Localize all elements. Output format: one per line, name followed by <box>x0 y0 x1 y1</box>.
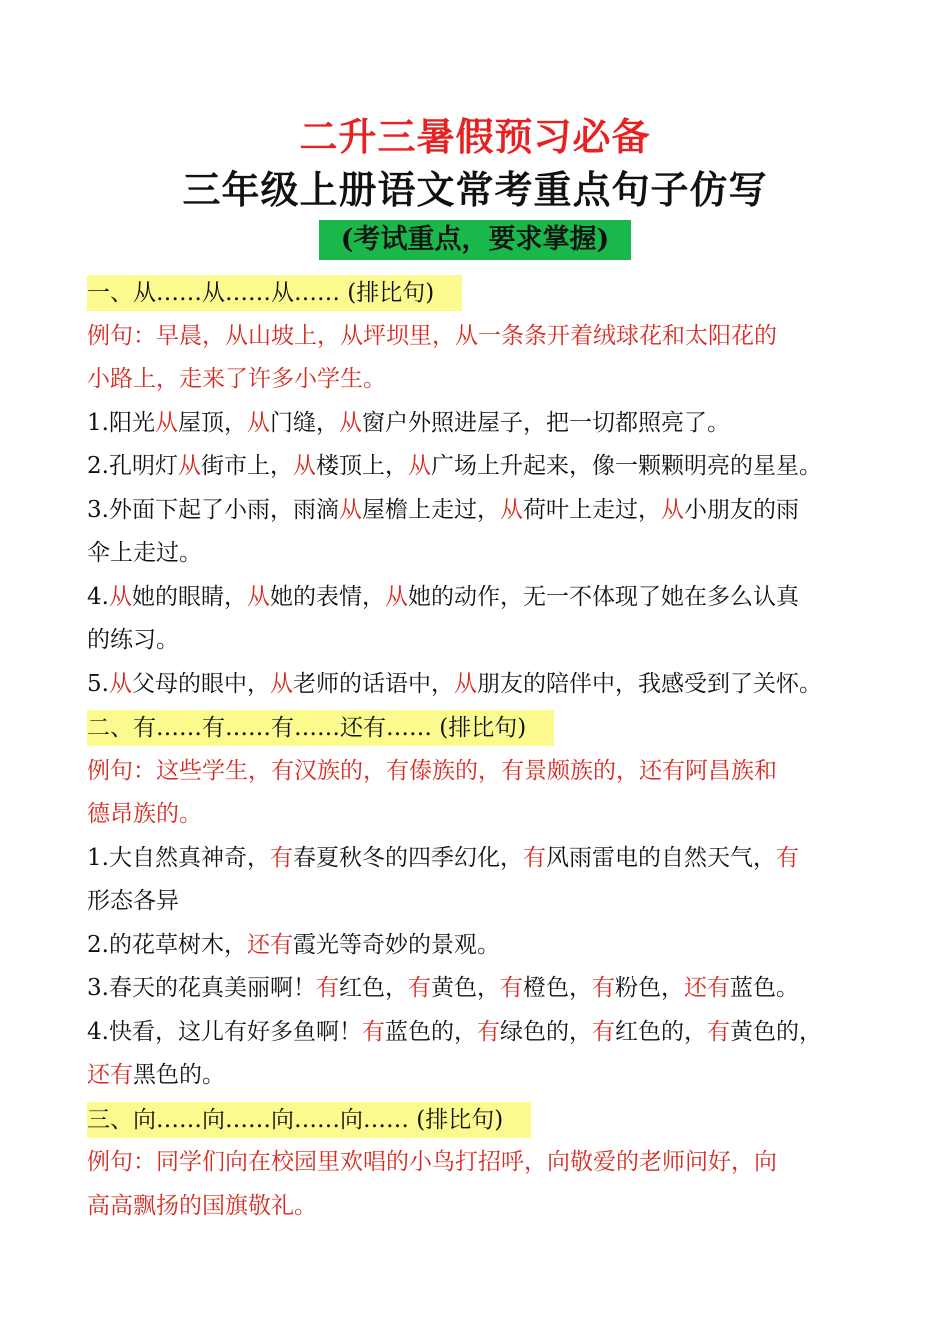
text-segment: 5. <box>87 670 109 697</box>
highlighted-word: 有 <box>591 1018 615 1045</box>
text-line <box>87 967 877 1011</box>
highlighted-word: 高高飘扬的国旗敬礼。 <box>87 1192 317 1219</box>
text-segment: 屋顶， <box>177 409 247 436</box>
text-segment: 她的动作，无一不体现了她在多么认真 <box>407 583 799 610</box>
example-sentence-line <box>87 358 877 402</box>
highlighted-word: 有 <box>499 975 523 1001</box>
text-line <box>87 1054 877 1098</box>
highlighted-word: 小路上，走来了许多小学生。 <box>87 366 386 392</box>
text-segment: 红色， <box>338 975 408 1001</box>
highlighted-word: 例句：同学们向在校园里欢唱的小鸟打招呼，向敬爱的老师问好，向 <box>87 1149 777 1175</box>
highlighted-word: 有 <box>476 1018 500 1045</box>
text-segment: 蓝色。 <box>729 975 799 1001</box>
text-segment: 广场上升起来，像一颗颗明亮的星星。 <box>430 453 822 479</box>
highlighted-word: 有 <box>775 844 799 871</box>
highlighted-word: 从 <box>154 409 178 436</box>
example-sentence-line <box>87 793 877 837</box>
text-segment: 3.春天的花真美丽啊！ <box>87 975 316 1001</box>
example-sentence-line <box>87 315 877 359</box>
text-segment: 3.外面下起了小雨，雨滴 <box>87 496 339 523</box>
text-line <box>87 1011 877 1055</box>
highlighted-word: 有 <box>269 844 293 871</box>
highlighted-word: 有 <box>591 975 615 1001</box>
text-segment: 屋檐上走过， <box>361 496 500 523</box>
highlighted-word: 从 <box>177 453 201 479</box>
highlighted-word: 从 <box>660 496 684 523</box>
highlighted-word: 从 <box>453 670 477 697</box>
badge-wrap <box>0 220 950 260</box>
section-heading-line <box>87 1098 877 1142</box>
text-line <box>87 663 877 707</box>
section-heading <box>87 275 462 311</box>
highlighted-word: 从 <box>246 583 270 610</box>
highlighted-word: 从 <box>108 583 132 610</box>
document-body <box>87 271 877 1228</box>
text-segment: 1.大自然真神奇， <box>87 844 270 871</box>
section-heading-line <box>87 271 877 315</box>
text-segment: 黄色的， <box>729 1018 822 1045</box>
key-point-badge: (考试重点，要求掌握) <box>319 220 632 260</box>
text-segment: 伞上走过。 <box>87 540 202 566</box>
highlighted-word: 还有 <box>683 975 730 1001</box>
text-segment: 街市上， <box>200 453 293 479</box>
highlighted-word: 从 <box>338 409 362 436</box>
text-segment: 1.阳光 <box>87 409 155 436</box>
highlighted-word: 从 <box>246 409 270 436</box>
example-sentence-line <box>87 750 877 794</box>
highlighted-word: 从 <box>499 496 523 523</box>
example-sentence-line <box>87 1141 877 1185</box>
text-segment: 2.孔明灯 <box>87 453 178 479</box>
highlighted-word: 有 <box>315 975 339 1001</box>
text-segment: 黑色的。 <box>133 1062 225 1088</box>
text-segment: 黄色， <box>430 975 500 1001</box>
text-line <box>87 880 877 924</box>
text-segment: 4.快看，这儿有好多鱼啊！ <box>87 1018 362 1045</box>
text-line <box>87 445 877 489</box>
text-segment: 蓝色的， <box>384 1018 477 1045</box>
highlighted-word: 从 <box>269 670 293 697</box>
text-segment: 楼顶上， <box>315 453 408 479</box>
text-line <box>87 532 877 576</box>
text-segment: 春夏秋冬的四季幻化， <box>292 844 523 871</box>
text-segment: 的练习。 <box>87 627 179 653</box>
text-segment: 2.的花草树木， <box>87 931 247 958</box>
text-line <box>87 576 877 620</box>
text-segment: 窗户外照进屋子，把一切都照亮了。 <box>361 409 730 436</box>
text-segment: 她的表情， <box>269 583 385 610</box>
section-heading <box>87 1102 531 1138</box>
highlighted-word: 例句：这些学生，有汉族的，有傣族的，有景颇族的，还有阿昌族和 <box>87 757 777 784</box>
highlighted-word: 有 <box>407 975 431 1001</box>
highlighted-word: 有 <box>706 1018 730 1045</box>
text-segment: 父母的眼中， <box>131 670 270 697</box>
highlighted-word: 德昂族的。 <box>87 801 202 827</box>
highlighted-word: 从 <box>108 670 132 697</box>
text-segment: 门缝， <box>269 409 339 436</box>
section-heading <box>87 710 554 746</box>
text-line <box>87 619 877 663</box>
text-line <box>87 924 877 968</box>
highlighted-word: 有 <box>361 1018 385 1045</box>
highlighted-word: 从 <box>338 496 362 523</box>
text-segment: 霞光等奇妙的景观。 <box>292 931 500 958</box>
text-segment: 荷叶上走过， <box>522 496 661 523</box>
highlighted-word: 有 <box>522 844 546 871</box>
highlighted-word: 还有 <box>246 931 293 958</box>
text-segment: 三、向……向……向……向…… (排比句) <box>87 1106 504 1133</box>
text-segment: 绿色的， <box>499 1018 592 1045</box>
text-segment: 4. <box>87 583 109 610</box>
text-segment: 粉色， <box>614 975 684 1001</box>
text-line <box>87 489 877 533</box>
text-segment: 二、有……有……有……还有…… (排比句) <box>87 715 527 741</box>
text-segment: 风雨雷电的自然天气， <box>545 844 776 871</box>
text-segment: 一、从……从……从…… (排比句) <box>87 280 435 306</box>
highlighted-word: 从 <box>292 453 316 479</box>
text-segment: 橙色， <box>522 975 592 1001</box>
page-title: 二升三暑假预习必备 <box>299 114 651 159</box>
text-segment: 老师的话语中， <box>292 670 454 697</box>
example-sentence-line <box>87 1185 877 1229</box>
highlighted-word: 例句：早晨，从山坡上，从坪坝里，从一条条开着绒球花和太阳花的 <box>87 322 777 349</box>
text-segment: 朋友的陪伴中，我感受到了关怀。 <box>476 670 822 697</box>
page-subtitle: 三年级上册语文常考重点句子仿写 <box>182 167 768 212</box>
highlighted-word: 从 <box>407 453 431 479</box>
section-heading-line <box>87 706 877 750</box>
text-line <box>87 837 877 881</box>
text-segment: 小朋友的雨 <box>683 496 799 523</box>
highlighted-word: 从 <box>384 583 408 610</box>
text-segment: 她的眼睛， <box>131 583 247 610</box>
highlighted-word: 还有 <box>87 1062 133 1088</box>
text-segment: 形态各异 <box>87 888 179 914</box>
text-segment: 红色的， <box>614 1018 707 1045</box>
text-line <box>87 402 877 446</box>
